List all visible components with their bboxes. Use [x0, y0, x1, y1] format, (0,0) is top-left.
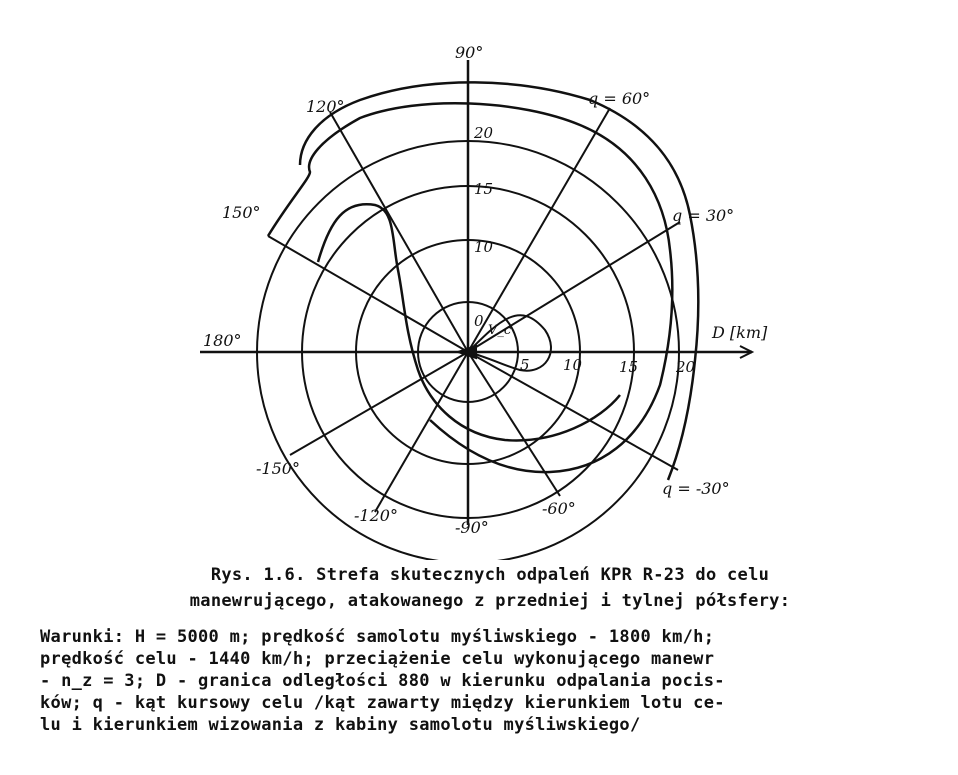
caption-title-line-1: Rys. 1.6. Strefa skutecznych odpaleń KPR R-23 do celu [210, 565, 770, 585]
range-label-20: 20 [676, 358, 696, 376]
zone-label-q30: q = 30° [672, 206, 735, 225]
caption-condition-line: Warunki: H = 5000 m; prędkość samolotu myśliwskiego - 1800 km/h; [40, 627, 715, 647]
range-label-10: 10 [563, 356, 583, 374]
caption-title-line-2: manewrującego, atakowanego z przedniej i tylnej półsfery: [189, 591, 791, 611]
caption-condition-line: lu i kierunkiem wizowania z kabiny samolotu myśliwskiego/ [40, 715, 641, 735]
zone-boundary-middle [268, 103, 672, 472]
radial-line-60 [468, 108, 610, 352]
range-label-5: 5 [520, 356, 530, 374]
zone-label-qm30: q = -30° [662, 479, 730, 498]
angle-label-150: 150° [222, 203, 261, 222]
figure-caption-title [90, 562, 890, 614]
vertical-range-label-15: 15 [474, 180, 494, 198]
radial-line-minus150 [290, 352, 468, 455]
angle-label-minus150: -150° [256, 459, 300, 478]
caption-condition-line: - n_z = 3; D - granica odległości 880 w kierunku odpalania pocis- [40, 671, 725, 691]
axis-label-distance: D [km] [712, 323, 768, 342]
angle-label-minus90: -90° [455, 518, 489, 537]
vertical-range-label-10: 10 [474, 238, 494, 256]
caption-condition-line: ków; q - kąt kursowy celu /kąt zawarty między kierunkiem lotu ce- [40, 693, 725, 713]
range-label-15: 15 [619, 358, 639, 376]
angle-label-90: 90° [455, 43, 484, 62]
zone-boundary-outer [300, 82, 698, 480]
angle-label-minus120: -120° [354, 506, 398, 525]
vertical-range-label-20: 20 [474, 124, 494, 142]
radial-line-150 [268, 236, 468, 352]
angle-label-180: 180° [203, 331, 242, 350]
target-velocity-label: V_c [488, 323, 512, 338]
zone-label-q60: q = 60° [588, 89, 651, 108]
radial-line-120 [330, 112, 468, 352]
figure-caption-conditions [40, 626, 940, 736]
angle-label-120: 120° [306, 97, 345, 116]
caption-condition-line: prędkość celu - 1440 km/h; przeciążenie celu wykonującego manewr [40, 649, 715, 669]
range-label-0: 0 [474, 312, 484, 330]
angle-label-minus60: -60° [542, 499, 576, 518]
